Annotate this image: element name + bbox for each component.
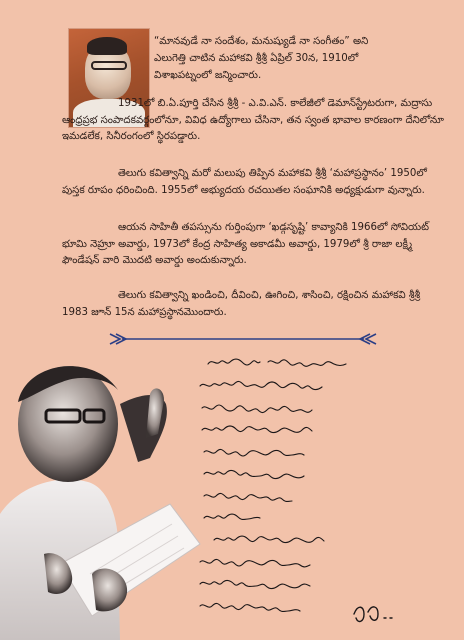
portrait-hair xyxy=(87,37,127,55)
lead-text-1: ఎలుగెత్తి చాటిన మహాకవి శ్రీశ్రీ ఏప్రిల్ 30న, 1910లో xyxy=(154,53,359,64)
arrow-divider-icon xyxy=(108,332,378,346)
paragraph-3: ఆయన సాహితీ తపస్సును గుర్తింపుగా ‘ఖడ్గసృష్టి’ కావ్యానికి 1966లో సోవియట్ భూమి నెహ్రూ అవార్డు, 1973లో కేంద్ర సాహిత్య అకాడమీ అవార్డు, 1979లో శ్రీ రాజా లక్ష్మీ ఫౌండేషన్ వారి మొదటి అవార్డు అందుకున్నారు. xyxy=(62,222,429,266)
handwritten-manuscript xyxy=(180,356,450,626)
portrait-glasses xyxy=(91,61,127,70)
poet-reading-photo xyxy=(0,354,210,640)
paragraph-2: తెలుగు కవిత్వాన్ని మరో మలుపు తిప్పిన మహాకవి శ్రీశ్రీ ‘మహాప్రస్థానం’ 1950లో పుస్తక రూపం ధరించింది. 1955లో అభ్యుదయ రచయితల సంఘానికి అధ్యక్షుడుగా వున్నారు. xyxy=(62,168,427,196)
header-quote: “మానవుడే నా సందేశం, మనుష్యుడే నా సంగీతం” అని xyxy=(154,36,369,47)
paragraph-4: తెలుగు కవిత్వాన్ని ఖండించి, దీవించి, ఊగించి, శాసించి, రక్షించిన మహాకవి శ్రీశ్రీ 1983 జూన్ 15న మహాప్రస్థానమొందారు. xyxy=(62,290,421,318)
signature-icon xyxy=(350,594,400,628)
paragraph-1: 1931లో బి.ఏ.పూర్తి చేసిన శ్రీశ్రీ - ఎ.వి.ఎన్. కాలేజీలో డెమాన్‌స్ట్రేటరుగా, మద్రాసు ఆంధ్రప్రభ సంపాదకవర్గంలోనూ, వివిధ ఉద్యోగాలు చేసినా, తన స్వంత భావాల కారణంగా దేనిలోనూ ఇమడలేక, సినీరంగంలో స్థిరపడ్డారు. xyxy=(62,98,444,142)
lead-text-2: విశాఖపట్నంలో జన్మించారు. xyxy=(154,70,262,81)
